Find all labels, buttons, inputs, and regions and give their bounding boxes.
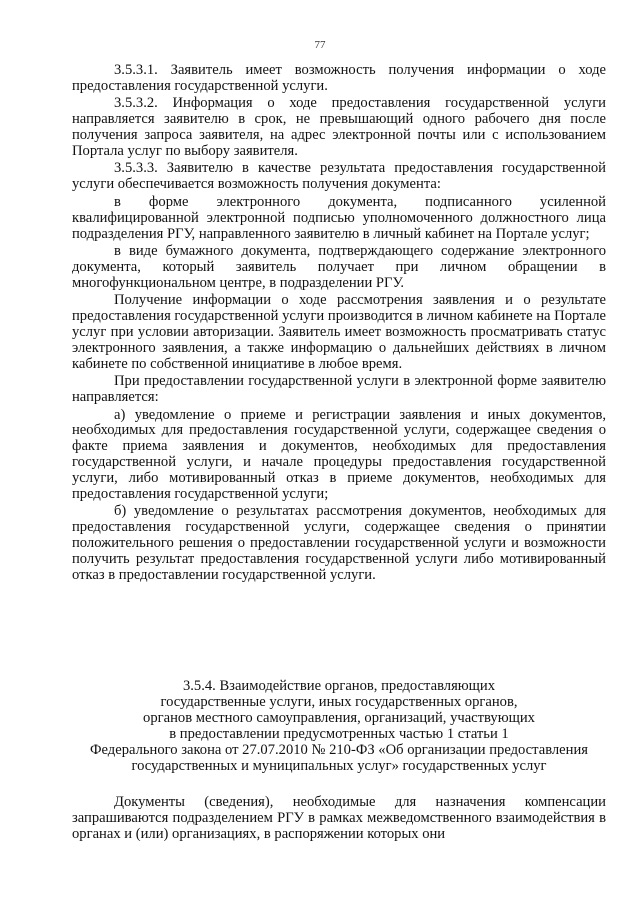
- paragraph-3-5-3-2: 3.5.3.2. Информация о ходе предоставления государственной услуги направляется заявителю в срок, не превышающий одного рабочего дня после получения запроса заявителя, на адрес электронной почты или с использованием Портала услуг по выбору заявителя.: [72, 95, 606, 160]
- heading-line: органов местного самоуправления, организаций, участвующих: [143, 709, 535, 726]
- paragraph-documents-requested: Документы (сведения), необходимые для назначения компенсации запрашиваются подразделением РГУ в рамках межведомственного взаимодействия в органах и (или) организациях, в распоряжении которых они: [72, 794, 606, 842]
- paragraph-item-b: б) уведомление о результатах рассмотрения документов, необходимых для предоставления государственной услуги, содержащее сведения о принятии положительного решения о предоставлении государственной услуги и возможности получить результат предоставления государственной услуги либо мотивированный отказ в предоставлении государственной услуги.: [72, 503, 606, 584]
- paragraph-paper-document: в виде бумажного документа, подтверждающего содержание электронного документа, который заявитель получает при личном обращении в многофункциональном центре, в подразделении РГУ.: [72, 242, 606, 291]
- heading-line: государственных и муниципальных услуг» государственных услуг: [131, 757, 547, 774]
- closing-section: [72, 795, 606, 843]
- heading-line: в предоставлении предусмотренных частью 1 статьи 1: [169, 725, 509, 742]
- paragraph-electronic-document: в форме электронного документа, подписанного усиленной квалифицированной электронной подписью уполномоченного должностного лица подразделения РГУ, направленного заявителю в личный кабинет на Портале услуг;: [72, 193, 606, 242]
- paragraph-3-5-3-3: 3.5.3.3. Заявителю в качестве результата предоставления государственной услуги обеспечивается возможность получения документа:: [72, 160, 606, 193]
- page-number: 77: [314, 39, 326, 51]
- paragraph-electronic-form: При предоставлении государственной услуги в электронной форме заявителю направляется:: [72, 373, 606, 406]
- heading-line: государственные услуги, иных государственных органов,: [160, 693, 518, 710]
- paragraph-3-5-3-1: 3.5.3.1. Заявитель имеет возможность получения информации о ходе предоставления государственной услуги.: [72, 62, 606, 94]
- heading-line: 3.5.4. Взаимодействие органов, предоставляющих: [182, 678, 496, 694]
- paragraph-item-a: а) уведомление о приеме и регистрации заявления и иных документов, необходимых для предоставления государственной услуги, содержащее сведения о факте приема заявления и документов, необходимых для предоставления государственной услуги, и начале процедуры предоставления государственной услуги, либо мотивированный отказ в приеме документов, необходимых для предоставления государственной услуги;: [72, 406, 606, 503]
- paragraph-status-info: Получение информации о ходе рассмотрения заявления и о результате предоставления государственной услуги производится в личном кабинете на Портале услуг при условии авторизации. Заявитель имеет возможность просматривать статус электронного заявления, а также информацию о дальнейших действиях в личном кабинете по собственной инициативе в любое время.: [72, 292, 607, 372]
- document-body: [72, 63, 606, 584]
- section-heading-3-5-4: [72, 679, 606, 774]
- heading-line: Федерального закона от 27.07.2010 № 210-ФЗ «Об организации предоставления: [89, 741, 588, 758]
